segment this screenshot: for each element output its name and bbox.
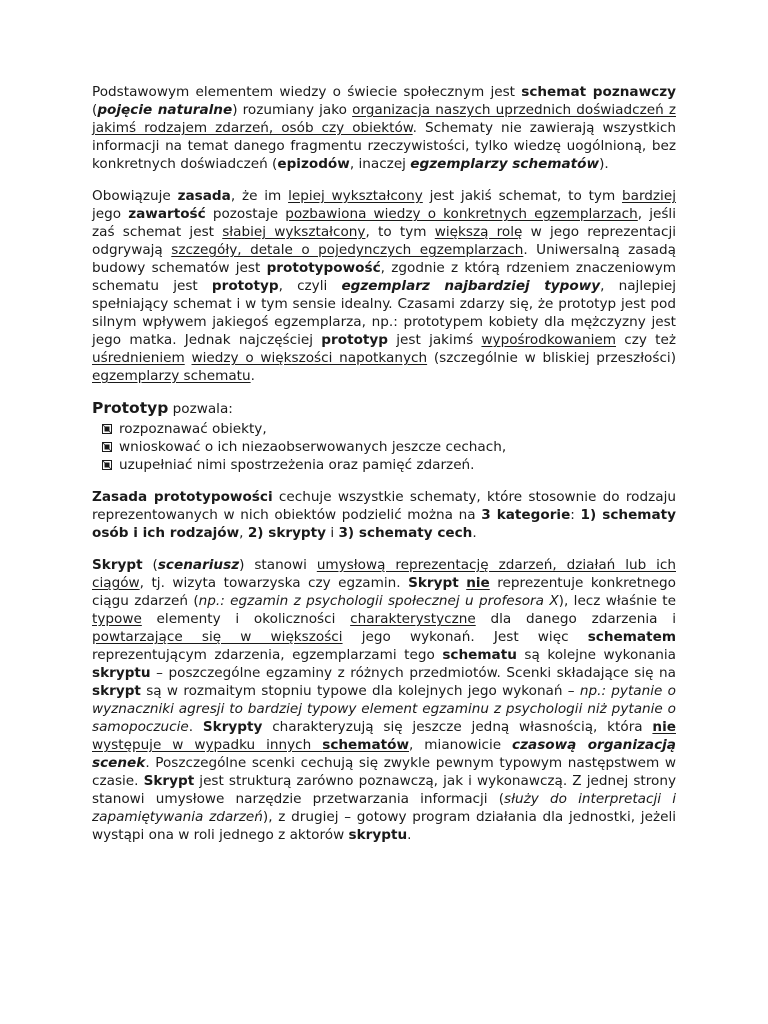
framed-checkbox-bullet-icon [102,442,112,452]
framed-checkbox-bullet-icon [102,424,112,434]
framed-checkbox-bullet-icon [102,460,112,470]
list-item: rozpoznawać obiekty, [102,420,676,438]
prototyp-bullet-list [92,420,676,474]
term-pojecie-naturalne: pojęcie naturalne [97,102,233,118]
paragraph-zasada: Obowiązuje zasada, że im lepiej wykształcony jest jakiś schemat, to tym bardziej jego zawartość pozostaje pozbawiona wiedzy o konkretnych egzemplarzach, jeśli zaś schemat jest słabiej wykształcony, to tym większą rolę w jego reprezentacji odgrywają szczegóły, detale o pojedynczych egzemplarzach. Uniwersalną zasadą budowy schematów jest prototypowość, zgodnie z którą rdzeniem znaczeniowym schematu jest prototyp, czyli egzemplarz najbardziej typowy, najlepiej spełniający schemat i w tym sensie idealny. Czasami zdarzy się, że prototyp jest pod silnym wpływem jakiegoś egzemplarza, np.: prototypem kobiety dla mężczyzny jest jego matka. Jednak najczęściej prototyp jest jakimś wypośrodkowaniem czy też uśrednieniem wiedzy o większości napotkanych (szczególnie w bliskiej przeszłości) egzemplarzy schematu. [92,188,677,384]
paragraph-zasada-prototypowosci: Zasada prototypowości cechuje wszystkie schematy, które stosownie do rodzaju reprezentowanych w nich obiektów podzielić można na 3 kategorie: 1) schematy osób i ich rodzajów, 2) skrypty i 3) schematy cech. [92,489,677,541]
term-prototyp: Prototyp [92,399,169,417]
list-item: uzupełniać nimi spostrzeżenia oraz pamięć zdarzeń. [102,456,676,474]
list-item: wnioskować o ich niezaobserwowanych jeszcze cechach, [102,438,676,456]
paragraph-skrypt: Skrypt (scenariusz) stanowi umysłową reprezentację zdarzeń, działań lub ich ciągów, tj. wizyta towarzyska czy egzamin. Skrypt nie reprezentuje konkretnego ciągu zdarzeń (np.: egzamin z psychologii społecznej u profesora X), lecz właśnie te typowe elementy i okoliczności charakterystyczne dla danego zdarzenia i powtarzające się w większości jego wykonań. Jest więc schematem reprezentującym zdarzenia, egzemplarzami tego schematu są kolejne wykonania skryptu – poszczególne egzaminy z różnych przedmiotów. Scenki składające się na skrypt są w rozmaitym stopniu typowe dla kolejnych jego wykonań – np.: pytanie o wyznaczniki agresji to bardziej typowy element egzaminu z psychologii niż pytanie o samopoczucie. Skrypty charakteryzują się jeszcze jedną własnością, która nie występuje w wypadku innych schematów, mianowicie czasową organizacją scenek. Poszczególne scenki cechują się zwykle pewnym typowym następstwem w czasie. Skrypt jest strukturą zarówno poznawczą, jak i wykonawczą. Z jednej strony stanowi umysłowe narzędzie przetwarzania informacji (służy do interpretacji i zapamiętywania zdarzeń), z drugiej – gotowy program działania dla jednostki, jeżeli wystąpi ona w roli jednego z aktorów skryptu. [92,557,676,843]
term-schemat-poznawczy: schemat poznawczy [521,84,676,100]
paragraph-prototyp-heading: Prototyp pozwala: [92,399,233,417]
paragraph-schemat: Podstawowym elementem wiedzy o świecie społecznym jest schemat poznawczy (pojęcie naturalne) rozumiany jako organizacja naszych uprzednich doświadczeń z jakimś rodzajem zdarzeń, osób czy obiektów. Schematy nie zawierają wszystkich informacji na temat danego fragmentu rzeczywistości, tylko wiedzę uogólnioną, bez konkretnych doświadczeń (epizodów, inaczej egzemplarzy schematów). [92,84,676,172]
